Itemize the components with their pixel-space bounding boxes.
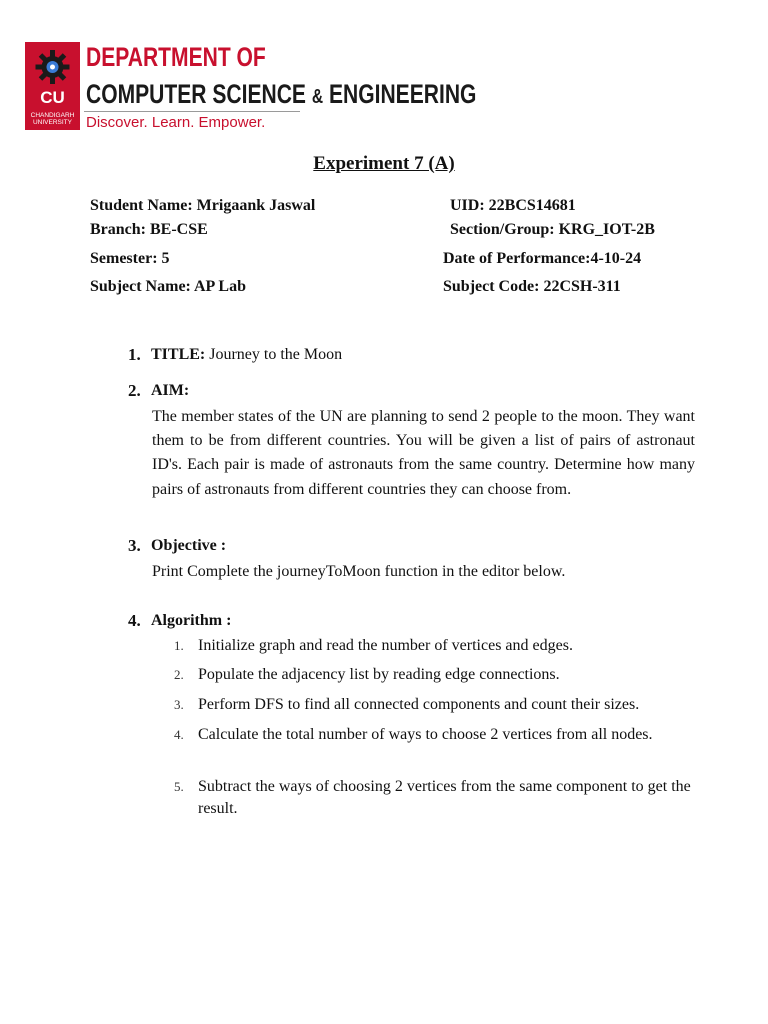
section-algorithm-heading (151, 612, 231, 630)
section-algorithm-label: Algorithm : (151, 612, 232, 629)
section-title-label: TITLE: (151, 346, 206, 363)
aim-paragraph: The member states of the UN are planning to send 2 people to the moon. They want them to be from different countries. You will be given a list of pairs of astronaut ID's. Each pair is made of astronauts from the same country. Determine how many pairs of astronauts from different countries they can choose from. (152, 408, 695, 498)
step-number: 4. (174, 727, 184, 742)
section-number-algorithm: 4. (128, 611, 141, 630)
section-title (151, 346, 342, 364)
dept-line2-part-a: COMPUTER SCIENCE (86, 79, 306, 109)
page-header (0, 0, 768, 140)
semester: Semester: 5 (90, 250, 170, 267)
uid: UID: 22BCS14681 (450, 197, 576, 214)
subject-name: Subject Name: AP Lab (90, 278, 246, 295)
section-number-title: 1. (128, 345, 141, 364)
section-objective-label: Objective : (151, 537, 227, 554)
branch: Branch: BE-CSE (90, 221, 208, 238)
step-text: Initialize graph and read the number of vertices and edges. (198, 637, 573, 654)
section-number-objective: 3. (128, 536, 141, 555)
step-number: 3. (174, 697, 184, 712)
header-divider (84, 111, 300, 112)
dept-line2-part-b: ENGINEERING (328, 79, 477, 109)
section-group: Section/Group: KRG_IOT-2B (450, 221, 655, 238)
section-aim-heading (151, 382, 189, 400)
logo-cu-text: CU (40, 88, 65, 107)
department-title-line1: DEPARTMENT OF (86, 42, 266, 72)
dept-ampersand: & (311, 86, 324, 108)
objective-text: Print Complete the journeyToMoon function in the editor below. (152, 563, 566, 580)
section-objective-heading (151, 537, 226, 555)
department-title-line2 (86, 79, 476, 110)
step-text: Subtract the ways of choosing 2 vertices from the same component to get the result. (198, 778, 691, 817)
step-number: 2. (174, 667, 184, 682)
tagline: Discover. Learn. Empower. (86, 114, 266, 131)
university-logo (25, 42, 80, 130)
step-number: 5. (174, 779, 184, 794)
section-title-text: Journey to the Moon (209, 346, 343, 363)
student-name: Student Name: Mrigaank Jaswal (90, 197, 316, 214)
step-text: Perform DFS to find all connected components and count their sizes. (198, 696, 640, 713)
step-number: 1. (174, 638, 184, 653)
step-text: Populate the adjacency list by reading edge connections. (198, 666, 560, 683)
section-number-aim: 2. (128, 381, 141, 400)
step-text: Calculate the total number of ways to choose 2 vertices from all nodes. (198, 726, 653, 743)
subject-code: Subject Code: 22CSH-311 (443, 278, 621, 295)
date-of-performance: Date of Performance:4-10-24 (443, 250, 642, 267)
experiment-title: Experiment 7 (A) (313, 153, 455, 174)
logo-university-text: CHANDIGARH UNIVERSITY (30, 112, 75, 126)
section-aim-label: AIM: (151, 382, 190, 399)
gear-emblem-icon (32, 47, 73, 87)
